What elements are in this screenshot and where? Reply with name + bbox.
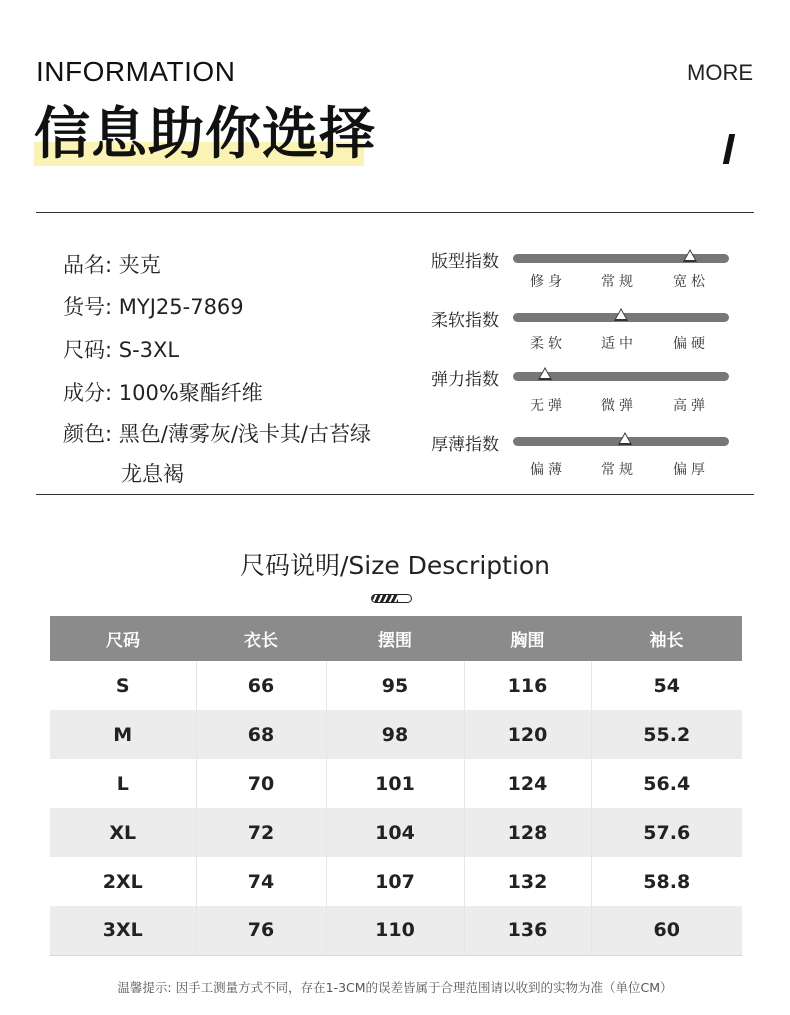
info-label: 品名:	[63, 253, 119, 277]
info-row-color	[63, 418, 371, 448]
info-value: 龙息褐	[121, 462, 184, 486]
slash-mark	[723, 134, 735, 164]
table-cell: 136	[464, 906, 591, 955]
index-marker-icon	[538, 367, 552, 380]
index-option: 适中	[601, 336, 637, 352]
table-cell: L	[50, 759, 196, 808]
table-header: 摆围	[326, 616, 464, 661]
info-row-size	[63, 334, 179, 364]
info-row-material	[63, 377, 263, 407]
table-cell: S	[50, 661, 196, 710]
index-fit	[431, 247, 731, 297]
table-cell: 56.4	[591, 759, 742, 808]
table-header: 袖长	[591, 616, 742, 661]
info-row-color-cont	[121, 458, 184, 488]
index-option: 无弹	[530, 398, 566, 414]
table-cell: 132	[464, 857, 591, 906]
index-label: 柔软指数	[431, 311, 499, 331]
table-header: 衣长	[196, 616, 326, 661]
more-link[interactable]: MORE	[687, 60, 753, 85]
table-cell: 74	[196, 857, 326, 906]
table-header-row	[50, 616, 742, 661]
top-divider	[36, 212, 754, 213]
index-softness	[431, 306, 731, 356]
table-cell: XL	[50, 808, 196, 857]
info-row-sku	[63, 291, 244, 321]
table-cell: 95	[326, 661, 464, 710]
info-label: 成分:	[63, 381, 119, 405]
bottom-divider	[36, 494, 754, 495]
table-cell: 116	[464, 661, 591, 710]
index-label: 弹力指数	[431, 370, 499, 390]
index-marker-icon	[618, 432, 632, 445]
table-cell: 76	[196, 906, 326, 955]
en-title: INFORMATION	[36, 56, 236, 87]
table-row	[50, 759, 742, 808]
measurement-note: 温馨提示: 因手工测量方式不同，存在1-3CM的误差皆属于合理范围请以收到的实物为准（单位CM）	[117, 980, 673, 995]
cn-title: 信息助你选择	[34, 102, 376, 167]
table-cell: 3XL	[50, 906, 196, 955]
info-label: 货号:	[63, 295, 119, 319]
table-cell: 60	[591, 906, 742, 955]
table-row	[50, 857, 742, 906]
index-label: 版型指数	[431, 252, 499, 272]
info-value: MYJ25-7869	[118, 295, 244, 319]
index-thickness	[431, 430, 731, 480]
info-label: 尺码:	[63, 338, 119, 362]
table-row	[50, 906, 742, 955]
index-option: 常规	[601, 462, 637, 478]
info-value: 黑色/薄雾灰/浅卡其/古苔绿	[118, 422, 371, 446]
table-cell: M	[50, 710, 196, 759]
table-cell: 98	[326, 710, 464, 759]
table-cell: 2XL	[50, 857, 196, 906]
table-cell: 107	[326, 857, 464, 906]
cn-title-block	[34, 100, 376, 170]
info-value: 夹克	[118, 253, 161, 277]
table-cell: 58.8	[591, 857, 742, 906]
index-option: 修身	[530, 274, 566, 290]
table-row	[50, 808, 742, 857]
index-option: 偏薄	[530, 462, 566, 478]
table-header: 胸围	[464, 616, 591, 661]
index-option: 微弹	[601, 398, 637, 414]
info-label: 颜色:	[63, 422, 119, 446]
index-option: 偏厚	[673, 462, 709, 478]
size-table	[50, 616, 742, 956]
table-cell: 57.6	[591, 808, 742, 857]
index-option: 柔软	[530, 336, 566, 352]
index-marker-icon	[683, 249, 697, 262]
table-cell: 72	[196, 808, 326, 857]
index-option: 偏硬	[673, 336, 709, 352]
index-option: 宽松	[673, 274, 709, 290]
table-cell: 68	[196, 710, 326, 759]
table-cell: 66	[196, 661, 326, 710]
info-row-name	[63, 249, 161, 279]
battery-deco-icon	[371, 594, 412, 603]
index-elasticity	[431, 365, 731, 415]
table-cell: 55.2	[591, 710, 742, 759]
index-label: 厚薄指数	[431, 435, 499, 455]
table-cell: 54	[591, 661, 742, 710]
table-cell: 101	[326, 759, 464, 808]
table-cell: 124	[464, 759, 591, 808]
table-row	[50, 661, 742, 710]
table-cell: 128	[464, 808, 591, 857]
table-cell: 120	[464, 710, 591, 759]
size-section-title: 尺码说明/Size Description	[239, 551, 551, 580]
index-marker-icon	[614, 308, 628, 321]
info-value: 100%聚酯纤维	[118, 381, 263, 405]
table-header: 尺码	[50, 616, 196, 661]
info-value: S-3XL	[118, 338, 180, 362]
index-option: 高弹	[673, 398, 709, 414]
table-cell: 110	[326, 906, 464, 955]
table-row	[50, 710, 742, 759]
table-cell: 104	[326, 808, 464, 857]
table-cell: 70	[196, 759, 326, 808]
index-option: 常规	[601, 274, 637, 290]
